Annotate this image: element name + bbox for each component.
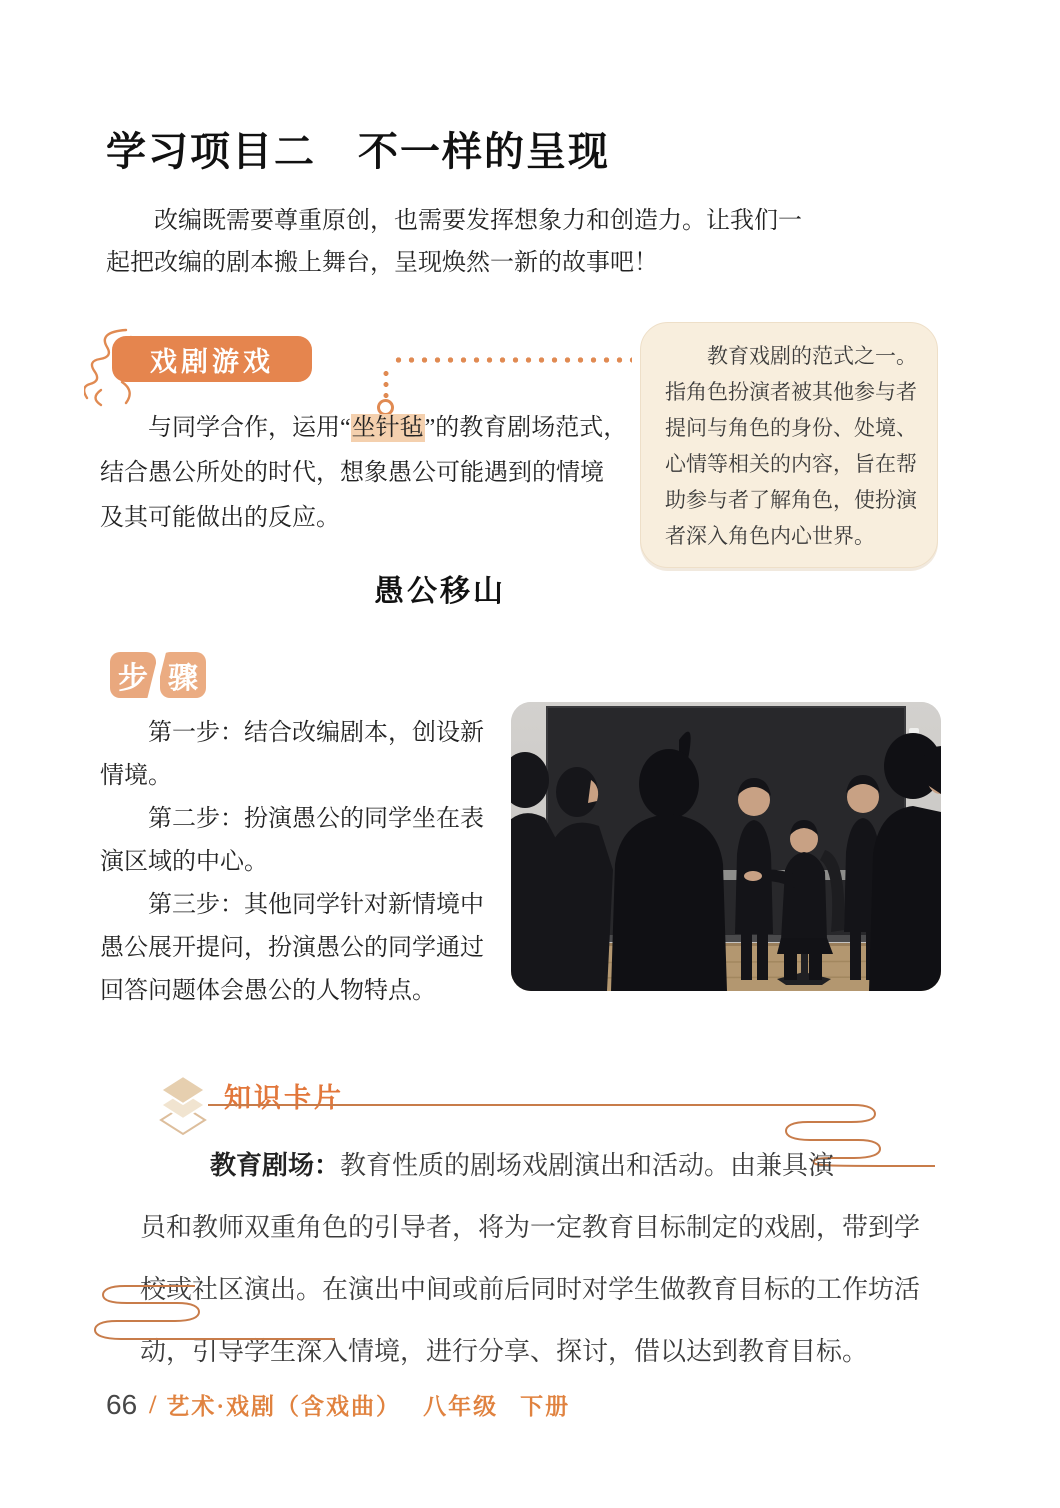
steps-paragraphs	[100, 712, 540, 1013]
step-line: 第一步：结合改编剧本，创设新	[148, 720, 484, 746]
game-line	[100, 406, 645, 451]
intro-paragraph	[106, 200, 830, 284]
drama-game-badge: 戏剧游戏	[112, 336, 312, 382]
highlighted-term: 坐针毡	[351, 415, 424, 441]
steps-badge-tile: 骤	[160, 652, 206, 698]
kc-term: 教育剧场：	[210, 1150, 341, 1180]
note-line: 者深入角色内心世界。	[665, 524, 875, 548]
activity-heading: 愚公移山	[374, 575, 506, 608]
kc-line: 校或社区演出。在演出中间或前后同时对学生做教育目标的工作坊活	[140, 1275, 921, 1304]
step-line: 演区域的中心。	[100, 849, 268, 875]
footer-separator: /	[149, 1389, 157, 1419]
page-footer	[106, 1388, 592, 1421]
margin-note-box	[640, 322, 938, 568]
game-text: 与同学合作，运用“	[148, 415, 351, 441]
activity-photo	[511, 702, 941, 991]
step-line: 情境。	[100, 763, 172, 789]
note-line: 提问与角色的身份、处境、	[665, 416, 917, 440]
note-line: 指角色扮演者被其他参与者	[665, 380, 917, 404]
kc-definition: 教育性质的剧场戏剧演出和活动。由兼具演	[340, 1151, 835, 1180]
knowledge-card-title: 知识卡片	[224, 1083, 344, 1113]
steps-badge	[110, 652, 210, 700]
book-volume: 下册	[520, 1394, 571, 1419]
drama-game-paragraph	[100, 406, 645, 541]
step-line: 第二步：扮演愚公的同学坐在表	[148, 806, 484, 832]
intro-line: 改编既需要尊重原创，也需要发挥想象力和创造力。让我们一	[154, 208, 802, 234]
intro-line: 起把改编的剧本搬上舞台，呈现焕然一新的故事吧！	[106, 250, 658, 276]
page-title: 学习项目二 不一样的呈现	[106, 129, 610, 174]
kc-line: 员和教师双重角色的引导者，将为一定教育目标制定的戏剧，带到学	[140, 1213, 921, 1242]
game-line: 结合愚公所处的时代，想象愚公可能遇到的情境	[100, 460, 604, 486]
footer-book-meta	[166, 1388, 592, 1421]
note-line: 助参与者了解角色，使扮演	[665, 488, 917, 512]
step-line: 回答问题体会愚公的人物特点。	[100, 978, 436, 1004]
dotted-leader-vertical	[382, 368, 390, 400]
kc-line	[140, 1134, 940, 1197]
book-grade: 八年级	[423, 1394, 499, 1419]
step-line: 愚公展开提问，扮演愚公的同学通过	[100, 935, 484, 961]
dotted-leader-horizontal	[392, 356, 632, 364]
steps-badge-tile: 步	[110, 652, 156, 698]
page-number: 66	[106, 1388, 138, 1420]
activity-photo-scene	[511, 702, 941, 991]
book-title: 艺术·戏剧（含戏曲）	[166, 1394, 402, 1419]
step-line: 第三步：其他同学针对新情境中	[148, 892, 484, 918]
layered-cards-icon	[158, 1074, 208, 1138]
kc-line: 动，引导学生深入情境，进行分享、探讨，借以达到教育目标。	[140, 1337, 869, 1366]
note-line: 心情等相关的内容，旨在帮	[665, 452, 917, 476]
note-line: 教育戏剧的范式之一。	[707, 344, 917, 368]
game-text: ”的教育剧场范式，	[424, 415, 628, 441]
cloud-scroll-ornament	[85, 1280, 337, 1352]
game-line: 及其可能做出的反应。	[100, 505, 340, 531]
